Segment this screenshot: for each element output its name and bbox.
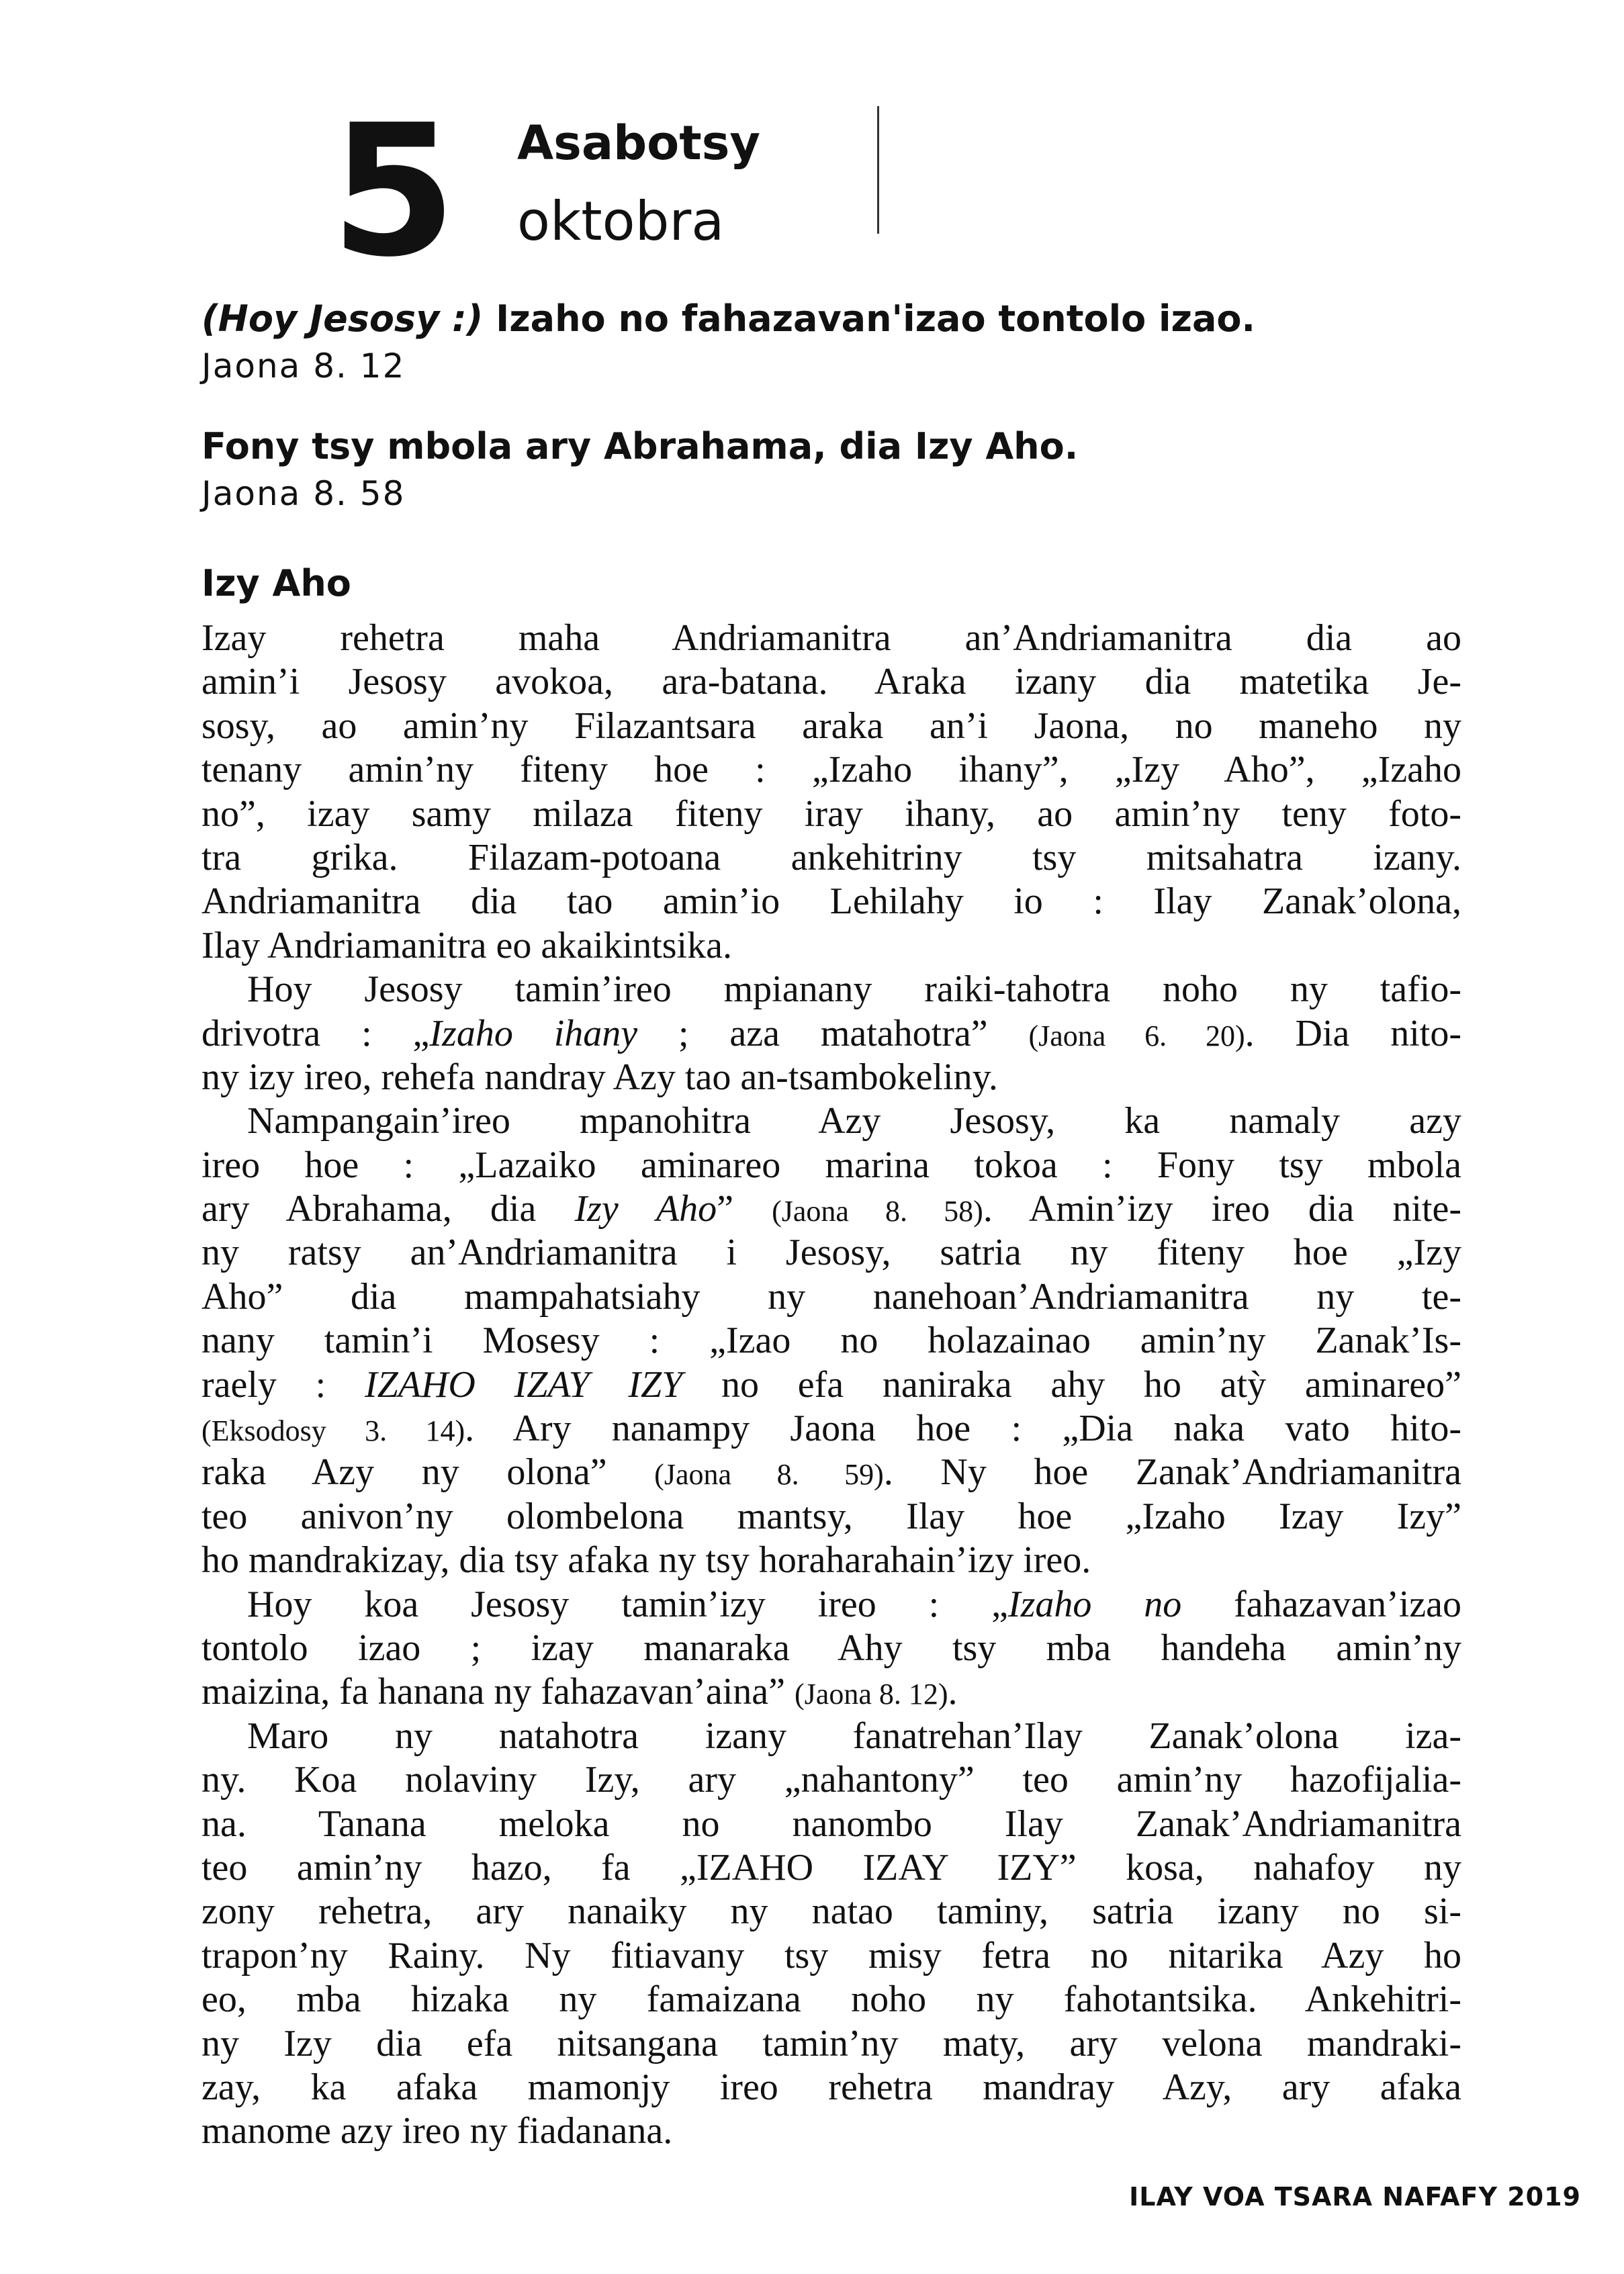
scripture-reference: (Eksodosy 3. 14)	[201, 1414, 465, 1448]
emphasis-text: IZAHO IZAY IZY	[364, 1363, 683, 1406]
text-line: Andriamanitra dia tao amin’io Lehilahy io : Ilay Zanak’olona,	[201, 880, 1461, 923]
weekday-label: Asabotsy	[517, 116, 761, 171]
text-line: tra grika. Filazam-potoana ankehitriny tsy mitsahatra izany.	[201, 836, 1461, 878]
text-line: amin’i Jesosy avokoa, ara-batana. Araka izany dia matetika Je-	[201, 661, 1461, 703]
text-line: no”, izay samy milaza fiteny iray ihany, ao amin’ny teny foto-	[201, 792, 1461, 835]
daily-verse-2	[201, 422, 1464, 516]
text-line: ny izy ireo, rehefa nandray Azy tao an-tsambokeliny.	[201, 1056, 998, 1098]
verse-quote	[201, 422, 1464, 471]
footer-publication-title: ILAY VOA TSARA NAFAFY 2019	[1129, 2182, 1581, 2212]
text-line: ny Izy dia efa nitsangana tamin’ny maty, ary velona mandraki-	[201, 2022, 1461, 2064]
text-line	[201, 1187, 1461, 1231]
section-title: Izy Aho	[201, 562, 351, 604]
devotional-body	[201, 617, 1461, 2154]
scripture-reference: (Jaona 8. 58)	[772, 1195, 983, 1228]
text-line: tenany amin’ny fiteny hoe : „Izaho ihany”, „Izy Aho”, „Izaho	[201, 749, 1461, 791]
text-line: ny. Koa nolaviny Izy, ary „nahantony” teo amin’ny hazofijalia-	[201, 1759, 1461, 1801]
emphasis-text: Izy Aho	[574, 1188, 717, 1230]
text-line	[201, 1451, 1461, 1494]
text-line: ho mandrakizay, dia tsy afaka ny tsy horaharahain’izy ireo.	[201, 1539, 1091, 1582]
text-line: manome azy ireo ny fiadanana.	[201, 2110, 673, 2152]
day-number: 5	[330, 85, 454, 297]
text-line	[201, 1363, 1461, 1407]
text-span: ; aza matahotra”	[637, 1012, 1029, 1054]
text-line: na. Tanana meloka no nanombo Ilay Zanak’Andriamanitra	[201, 1803, 1461, 1845]
text-line: Maro ny natahotra izany fanatrehan’Ilay Zanak’olona iza-	[247, 1715, 1461, 1757]
text-line	[201, 1670, 1461, 1714]
text-span: . Amin’izy ireo dia nite-	[983, 1188, 1462, 1230]
text-span: maizina, fa hanana ny fahazavan’aina”	[201, 1671, 795, 1713]
text-span: fahazavan’izao	[1181, 1583, 1461, 1625]
text-span: .	[948, 1671, 958, 1713]
month-label: oktobra	[517, 190, 725, 253]
text-line: Hoy Jesosy tamin’ireo mpianany raiki-tahotra noho ny tafio-	[247, 968, 1461, 1011]
text-span: drivotra : „	[201, 1012, 430, 1054]
text-line	[201, 1012, 1461, 1056]
text-line: tontolo izao ; izay manaraka Ahy tsy mba handeha amin’ny	[201, 1627, 1461, 1669]
text-span: ary Abrahama, dia	[201, 1188, 575, 1230]
scripture-reference: (Jaona 8. 12)	[795, 1678, 948, 1711]
verse-quote	[201, 294, 1464, 344]
text-line: teo anivon’ny olombelona mantsy, Ilay hoe „Izaho Izay Izy”	[201, 1495, 1461, 1537]
text-line: trapon’ny Rainy. Ny fitiavany tsy misy fetra no nitarika Azy ho	[201, 1934, 1461, 1976]
text-line	[201, 1583, 1461, 1627]
text-span: . Dia nito-	[1245, 1012, 1461, 1054]
verse-reference: Jaona 8. 12	[201, 347, 406, 385]
text-line: eo, mba hizaka ny famaizana noho ny fahotantsika. Ankehitri-	[201, 1979, 1461, 2021]
text-line: sosy, ao amin’ny Filazantsara araka an’i Jaona, no maneho ny	[201, 704, 1461, 747]
text-line: zony rehetra, ary nanaiky ny natao taminy, satria izany no si-	[201, 1891, 1461, 1933]
text-span: ”	[717, 1188, 772, 1230]
text-line: Ilay Andriamanitra eo akaikintsika.	[201, 924, 732, 966]
text-span: raely :	[201, 1363, 365, 1406]
text-span: . Ny hoe Zanak’Andriamanitra	[883, 1451, 1461, 1494]
text-span: Hoy koa Jesosy tamin’izy ireo : „	[247, 1583, 1008, 1625]
daily-verse-1	[201, 294, 1464, 388]
scripture-reference: (Jaona 6. 20)	[1028, 1019, 1245, 1052]
text-line: ny ratsy an’Andriamanitra i Jesosy, satria ny fiteny hoe „Izy	[201, 1232, 1461, 1274]
verse-speaker: (Hoy Jesosy :)	[201, 298, 484, 340]
text-line: zay, ka afaka mamonjy ireo rehetra mandray Azy, ary afaka	[201, 2066, 1461, 2108]
text-line: Aho” dia mampahatsiahy ny nanehoan’Andriamanitra ny te-	[201, 1275, 1461, 1318]
text-span: . Ary nanampy Jaona hoe : „Dia naka vato hito-	[465, 1408, 1461, 1450]
verse-text: Fony tsy mbola ary Abrahama, dia Izy Aho.	[201, 425, 1079, 467]
text-line: teo amin’ny hazo, fa „IZAHO IZAY IZY” kosa, nahafoy ny	[201, 1846, 1461, 1889]
text-line	[201, 1407, 1461, 1451]
scripture-reference: (Jaona 8. 59)	[654, 1458, 884, 1492]
header-divider	[877, 106, 879, 234]
emphasis-text: Izaho no	[1007, 1583, 1182, 1625]
text-span: raka Azy ny olona”	[201, 1451, 655, 1494]
verse-reference: Jaona 8. 58	[201, 474, 406, 513]
text-span: no efa naniraka ahy ho atỳ aminareo”	[682, 1363, 1462, 1406]
text-line: Nampangain’ireo mpanohitra Azy Jesosy, ka namaly azy	[247, 1100, 1461, 1142]
emphasis-text: Izaho ihany	[429, 1012, 638, 1054]
text-line: Izay rehetra maha Andriamanitra an’Andriamanitra dia ao	[201, 617, 1461, 659]
verse-text: Izaho no fahazavan'izao tontolo izao.	[483, 298, 1256, 340]
text-line: nany tamin’i Mosesy : „Izao no holazainao amin’ny Zanak’Is-	[201, 1320, 1461, 1362]
text-line: ireo hoe : „Lazaiko aminareo marina tokoa : Fony tsy mbola	[201, 1144, 1461, 1186]
